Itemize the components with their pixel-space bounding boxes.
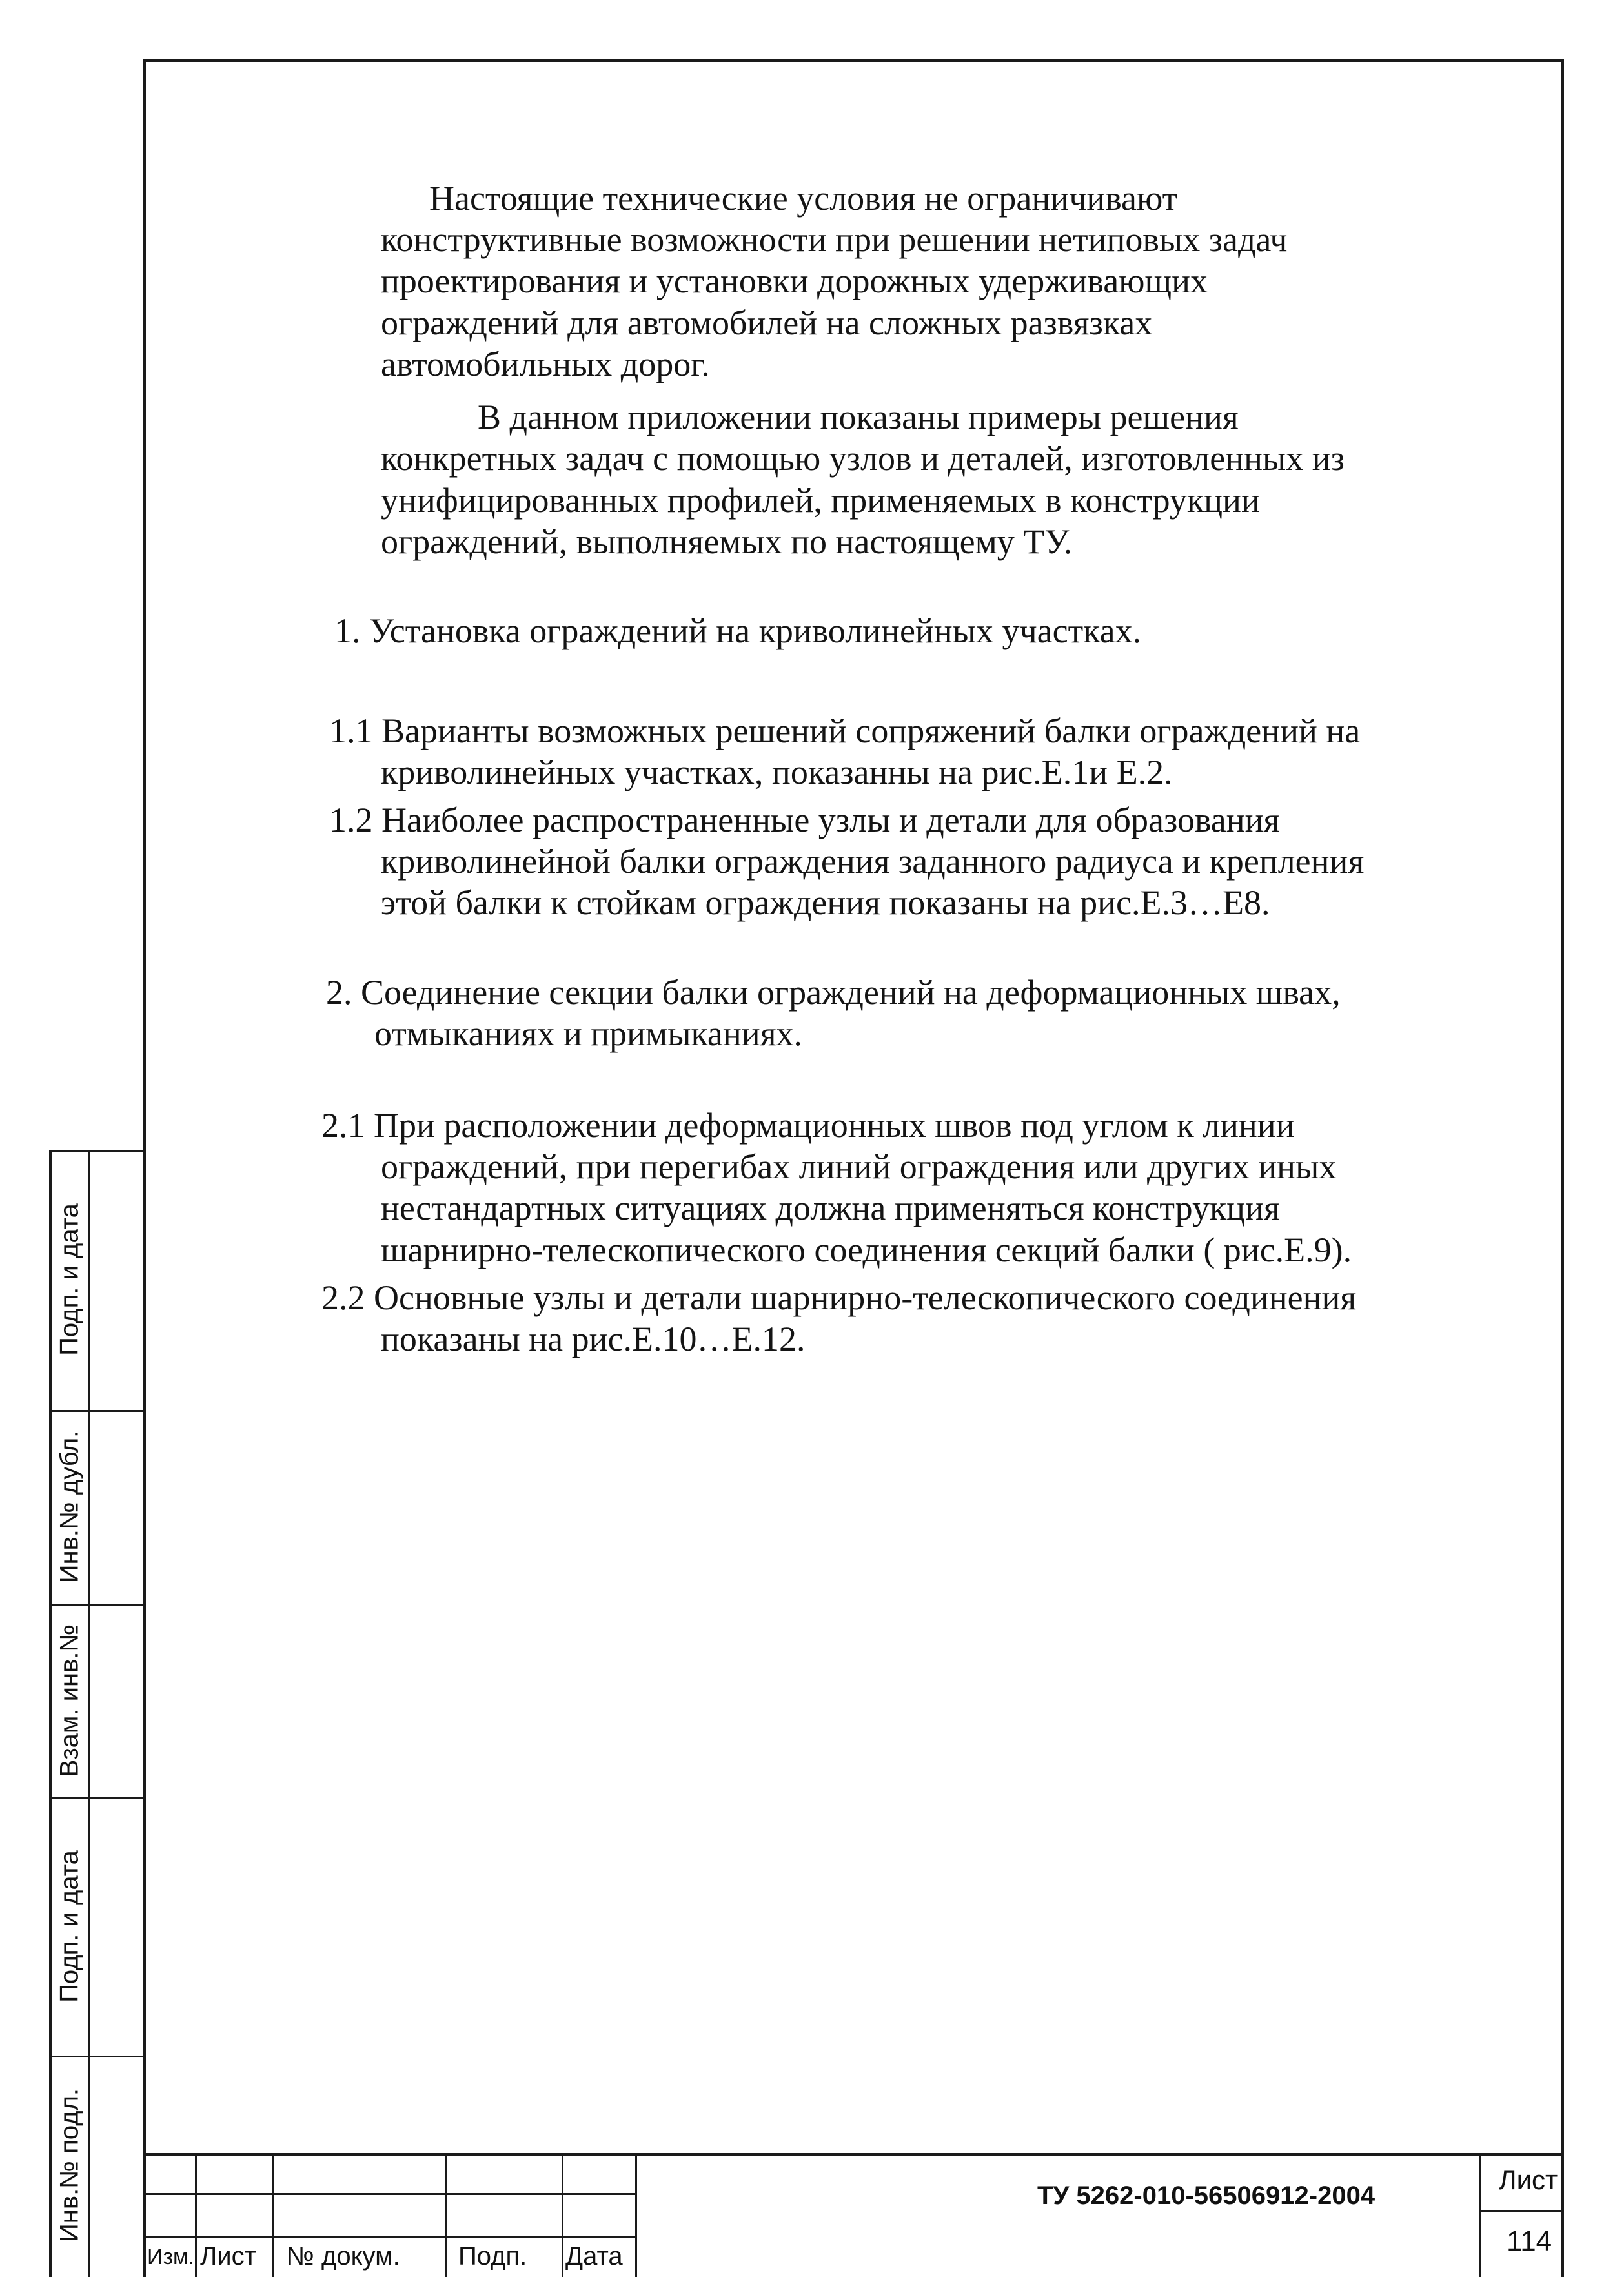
text-line: ограждений, при перегибах линий ограждения или других иных (381, 1147, 1337, 1186)
title-block-divider (445, 2156, 447, 2277)
text-line: нестандартных ситуациях должна применяться конструкция (381, 1189, 1280, 1227)
column-header-sheet: Лист (200, 2242, 256, 2271)
sheet-number: 114 (1507, 2225, 1552, 2257)
title-block-row-line (1479, 2210, 1564, 2212)
side-stamp-row-line (52, 1604, 143, 1606)
title-block-divider (272, 2156, 274, 2277)
text-line: ограждений для автомобилей на сложных развязках (381, 303, 1153, 342)
side-stamp-signature-date: Подп. и дата (55, 1203, 84, 1356)
text-line: унифицированных профилей, применяемых в конструкции (381, 481, 1260, 520)
side-stamp (49, 1150, 143, 2277)
side-stamp-replacement-inv: Взам. инв.№ (55, 1624, 84, 1777)
side-stamp-duplicate-inv: Инв.№ дубл. (55, 1430, 84, 1584)
sheet-label: Лист (1499, 2165, 1558, 2195)
column-header-document-no: № докум. (287, 2242, 400, 2271)
title-block (143, 2153, 1564, 2277)
side-stamp-row-line (52, 1150, 143, 1152)
side-stamp-row-line (52, 1410, 143, 1412)
list-item: 1.2 Наиболее распространенные узлы и детали для образования (329, 801, 1280, 839)
text-line: автомобильных дорог. (381, 345, 710, 383)
side-stamp-row-line (52, 2056, 143, 2057)
text-line: ограждений, выполняемых по настоящему ТУ. (381, 522, 1073, 561)
title-block-divider (195, 2156, 197, 2277)
column-header-date: Дата (565, 2242, 623, 2271)
side-stamp-row-line (52, 1797, 143, 1799)
title-block-divider (635, 2156, 637, 2277)
side-stamp-original-inv: Инв.№ подл. (55, 2088, 84, 2243)
title-block-row-line (143, 2236, 635, 2238)
text-line: показаны на рис.Е.10…Е.12. (381, 1320, 806, 1358)
title-block-row-line (143, 2193, 635, 2195)
text-line: этой балки к стойкам ограждения показаны на рис.Е.3…Е8. (381, 883, 1270, 922)
text-line: конкретных задач с помощью узлов и деталей, изготовленных из (381, 439, 1345, 478)
text-line: отмыканиях и примыканиях. (374, 1014, 803, 1053)
document-code: ТУ 5262-010-56506912-2004 (1037, 2181, 1375, 2210)
text-line: Настоящие технические условия не ограничивают (429, 179, 1178, 218)
list-item: 2.1 При расположении деформационных швов под углом к линии (321, 1106, 1295, 1145)
text-line: криволинейной балки ограждения заданного радиуса и крепления (381, 842, 1365, 881)
column-header-signature: Подп. (458, 2242, 527, 2271)
list-item: 1.1 Варианты возможных решений сопряжений балки ограждений на (329, 711, 1361, 750)
text-line: шарнирно-телескопического соединения секций балки ( рис.Е.9). (381, 1230, 1352, 1269)
side-stamp-signature-date-2: Подп. и дата (55, 1850, 84, 2003)
column-header-change: Изм. (147, 2245, 194, 2269)
list-item: 2. Соединение секции балки ограждений на деформационных швах, (326, 973, 1341, 1012)
list-item: 2.2 Основные узлы и детали шарнирно-телескопического соединения (321, 1278, 1357, 1317)
title-block-divider (562, 2156, 563, 2277)
list-item: 1. Установка ограждений на криволинейных участках. (334, 611, 1142, 650)
text-line: проектирования и установки дорожных удерживающих (381, 261, 1208, 300)
text-line: В данном приложении показаны примеры решения (478, 398, 1239, 436)
side-stamp-divider (88, 1150, 90, 2277)
title-block-divider (1479, 2156, 1481, 2277)
text-line: конструктивные возможности при решении нетиповых задач (381, 220, 1288, 259)
text-line: криволинейных участках, показанны на рис.Е.1и Е.2. (381, 753, 1173, 791)
